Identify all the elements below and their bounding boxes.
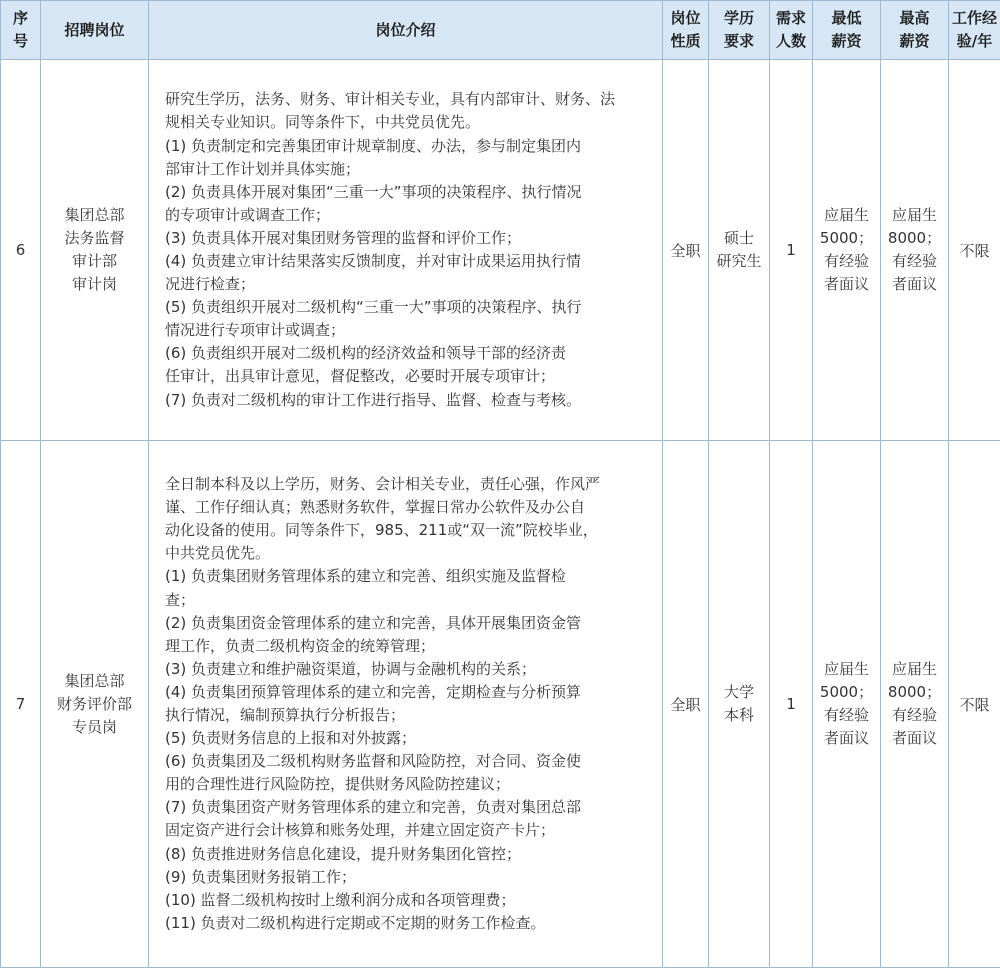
header-min-salary: [813, 1, 881, 60]
header-text: 验/年: [956, 32, 993, 50]
salary-line: 应届生: [823, 206, 869, 224]
description-line: 中共党员优先。: [165, 544, 271, 563]
edu-line: 本科: [723, 706, 754, 724]
description-line: 固定资产进行会计核算和账务处理，并建立固定资产卡片；: [165, 821, 556, 840]
description-line: (2) 负责具体开展对集团“三重一大”事项的决策程序、执行情况: [165, 182, 582, 201]
description-line: (7) 负责对二级机构的审计工作进行指导、监督、检查与考核。: [165, 390, 582, 409]
description-line: 执行情况，编制预算执行分析报告；: [165, 706, 406, 724]
edu-line: 硕士: [723, 229, 754, 247]
header-text: 人数: [775, 32, 806, 50]
experience-cell: 不限: [949, 441, 1000, 968]
post-line: 审计部: [71, 252, 117, 270]
header-text: 需求: [775, 9, 806, 27]
description-line: 用的合理性进行风险防控，提供财务风险防控建议；: [165, 775, 511, 794]
header-max-salary: [881, 1, 949, 60]
post-line: 专员岗: [71, 717, 117, 736]
header-text: 薪资: [899, 32, 930, 50]
salary-line: 有经验: [823, 706, 869, 724]
post-line: 审计岗: [71, 275, 117, 293]
post-cell: [41, 441, 149, 968]
count-cell: 1: [770, 60, 813, 441]
description-line: (3) 负责建立和维护融资渠道，协调与金融机构的关系；: [165, 659, 537, 678]
salary-line: 者面议: [891, 729, 937, 747]
seq-cell: 7: [1, 441, 41, 968]
post-cell: [41, 60, 149, 441]
header-experience: [949, 1, 1000, 60]
salary-line: 有经验: [891, 252, 937, 270]
header-text: 薪资: [831, 32, 862, 50]
post-line: 法务监督: [64, 229, 125, 247]
description-line: 部审计工作计划并具体实施；: [165, 159, 361, 178]
salary-line: 5000；: [819, 229, 874, 247]
header-nature: [663, 1, 709, 60]
description-line: (8) 负责推进财务信息化建设，提升财务集团化管控；: [165, 844, 522, 863]
max-salary-cell: [881, 441, 949, 968]
description-line: (4) 负责集团预算管理体系的建立和完善，定期检查与分析预算: [165, 682, 582, 701]
max-salary-cell: [881, 60, 949, 441]
description-line: 研究生学历，法务、财务、审计相关专业，具有内部审计、财务、法: [165, 90, 616, 109]
nature-cell: 全职: [663, 60, 709, 441]
header-count: [770, 1, 813, 60]
salary-line: 应届生: [823, 660, 869, 678]
description-line: (10) 监督二级机构按时上缴利润分成和各项管理费；: [165, 890, 516, 909]
header-seq: [1, 1, 41, 60]
header-text: 岗位: [670, 9, 701, 27]
salary-line: 5000；: [819, 683, 874, 701]
header-intro: [149, 1, 663, 60]
salary-line: 应届生: [891, 206, 937, 224]
description-line: (1) 负责集团财务管理体系的建立和完善、组织实施及监督检: [165, 567, 567, 586]
edu-cell: [709, 441, 770, 968]
header-edu: [709, 1, 770, 60]
table-row: [1, 60, 1000, 441]
header-text: 学历: [723, 9, 754, 27]
description-line: (5) 负责组织开展对二级机构“三重一大”事项的决策程序、执行: [165, 298, 582, 317]
description-line: (6) 负责组织开展对二级机构的经济效益和领导干部的经济责: [165, 344, 567, 363]
salary-line: 8000；: [887, 229, 942, 247]
header-row: [1, 1, 1000, 60]
experience-cell: 不限: [949, 60, 1000, 441]
description-line: (6) 负责集团及二级机构财务监督和风险防控，对合同、资金使: [165, 752, 582, 771]
header-text: 最高: [899, 9, 930, 27]
header-text: 要求: [723, 32, 754, 50]
edu-line: 研究生: [716, 252, 762, 270]
header-text: 序: [12, 9, 28, 27]
salary-line: 应届生: [891, 660, 937, 678]
salary-line: 有经验: [823, 252, 869, 270]
description-line: 谨、工作仔细认真；熟悉财务软件，掌握日常办公软件及办公自: [165, 498, 586, 517]
description-cell: [149, 441, 663, 968]
nature-cell: 全职: [663, 441, 709, 968]
description-line: (5) 负责财务信息的上报和对外披露；: [165, 729, 417, 748]
header-text: 岗位介绍: [375, 20, 436, 39]
description-line: (9) 负责集团财务报销工作；: [165, 867, 357, 886]
edu-cell: [709, 60, 770, 441]
post-line: 集团总部: [64, 206, 125, 224]
table-row: [1, 441, 1000, 968]
description-line: 情况进行专项审计或调查；: [165, 321, 346, 340]
count-cell: 1: [770, 441, 813, 968]
salary-line: 者面议: [823, 275, 869, 293]
description-line: 的专项审计或调查工作；: [165, 205, 331, 224]
header-text: 号: [12, 32, 28, 50]
description-line: (7) 负责集团资产财务管理体系的建立和完善，负责对集团总部: [165, 798, 582, 817]
header-post: [41, 1, 149, 60]
edu-line: 大学: [723, 683, 754, 701]
min-salary-cell: [813, 60, 881, 441]
description-line: 理工作，负责二级机构资金的统筹管理；: [165, 636, 436, 655]
header-text: 性质: [670, 32, 701, 50]
post-line: 财务评价部: [56, 694, 132, 713]
min-salary-cell: [813, 441, 881, 968]
description-line: (1) 负责制定和完善集团审计规章制度、办法，参与制定集团内: [165, 136, 582, 155]
header-text: 最低: [831, 9, 862, 27]
salary-line: 者面议: [823, 729, 869, 747]
salary-line: 8000；: [887, 683, 942, 701]
description-line: 况进行检查；: [165, 275, 256, 294]
description-line: (11) 负责对二级机构进行定期或不定期的财务工作检查。: [165, 913, 546, 932]
salary-line: 有经验: [891, 706, 937, 724]
salary-line: 者面议: [891, 275, 937, 293]
description-line: 动化设备的使用。同等条件下，985、211或“双一流”院校毕业，: [165, 521, 598, 540]
description-line: 规相关专业知识。同等条件下，中共党员优先。: [165, 113, 481, 132]
description-line: 任审计，出具审计意见，督促整改，必要时开展专项审计；: [165, 367, 556, 386]
description-line: (3) 负责具体开展对集团财务管理的监督和评价工作；: [165, 228, 522, 247]
description-line: (4) 负责建立审计结果落实反馈制度，并对审计成果运用执行情: [165, 252, 582, 270]
seq-cell: 6: [1, 60, 41, 441]
description-line: 全日制本科及以上学历，财务、会计相关专业，责任心强，作风严: [165, 475, 601, 494]
header-text: 招聘岗位: [64, 20, 125, 39]
post-line: 集团总部: [64, 671, 125, 690]
header-text: 工作经: [951, 9, 997, 27]
description-cell: [149, 60, 663, 441]
description-line: (2) 负责集团资金管理体系的建立和完善，具体开展集团资金管: [165, 613, 582, 632]
description-line: 查；: [165, 590, 196, 609]
